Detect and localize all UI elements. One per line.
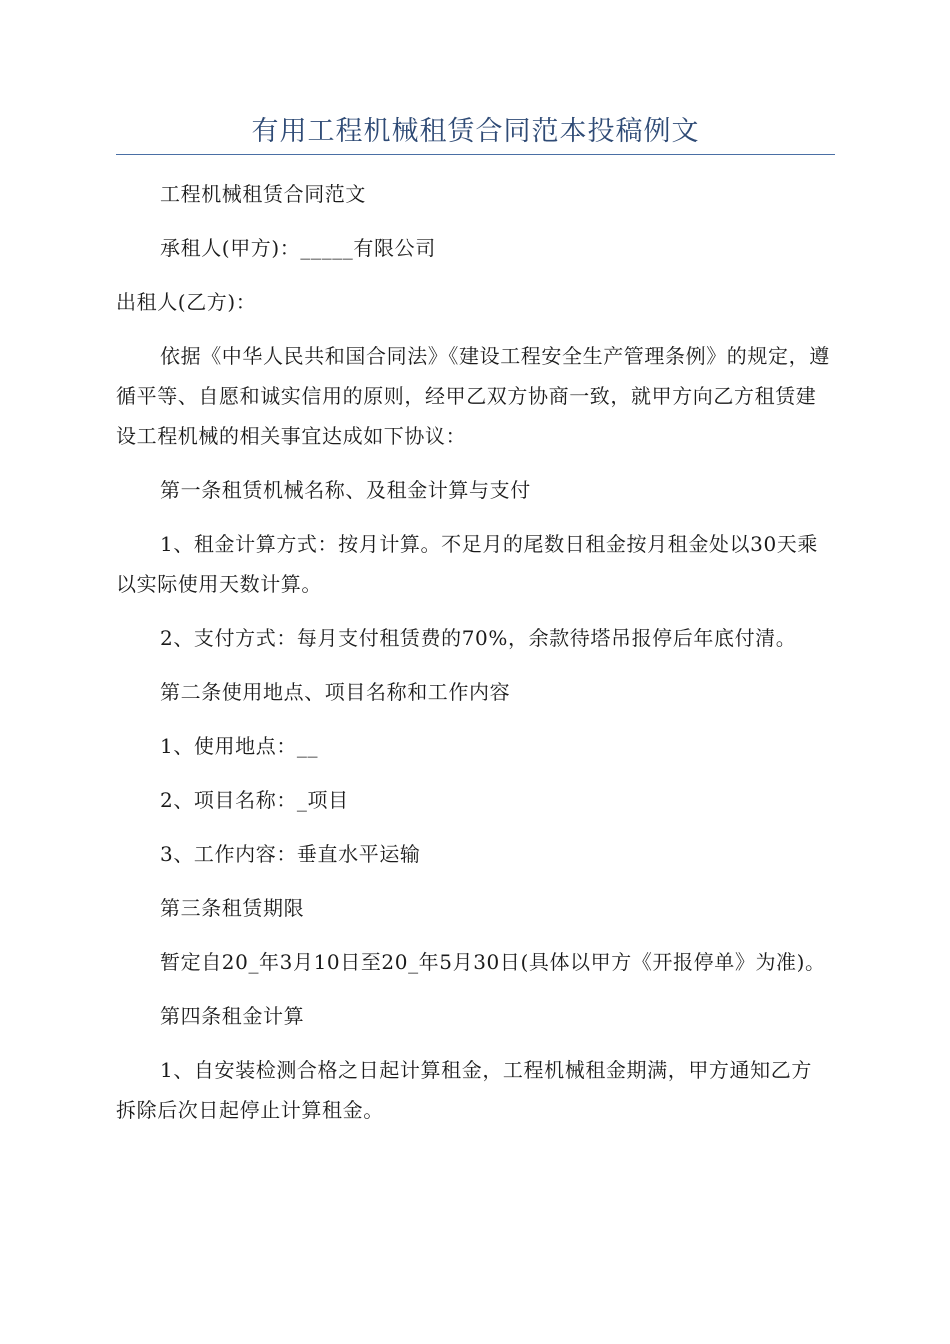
article-3-text: 暂定自20_年3月10日至20_年5月30日(具体以甲方《开报停单》为准)。 [160, 950, 826, 974]
article-3-heading: 第三条租赁期限 [160, 896, 305, 920]
article-4-heading: 第四条租金计算 [160, 1004, 305, 1028]
article-1-heading: 第一条租赁机械名称、及租金计算与支付 [160, 478, 531, 502]
paragraph-lessor: 出租人(乙方)： [116, 290, 257, 314]
document-title: 有用工程机械租赁合同范本投稿例文 [251, 116, 700, 147]
paragraph-subtitle: 工程机械租赁合同范文 [160, 182, 366, 206]
article-2-heading: 第二条使用地点、项目名称和工作内容 [160, 680, 511, 704]
article-2-item-2: 2、项目名称：_项目 [160, 788, 349, 812]
article-2-item-3: 3、工作内容：垂直水平运输 [160, 842, 421, 866]
document-body [116, 174, 832, 1130]
article-4-item-1: 1、自安装检测合格之日起计算租金，工程机械租金期满，甲方通知乙方拆除后次日起停止计算租金。 [116, 1058, 812, 1122]
article-1-item-2: 2、支付方式：每月支付租赁费的70%，余款待塔吊报停后年底付清。 [160, 626, 797, 650]
title-underline [116, 154, 835, 155]
paragraph-lessee: 承租人(甲方)：_____有限公司 [160, 236, 436, 260]
paragraph-preamble: 依据《中华人民共和国合同法》《建设工程安全生产管理条例》的规定，遵循平等、自愿和诚实信用的原则，经甲乙双方协商一致，就甲方向乙方租赁建设工程机械的相关事宜达成如下协议： [116, 344, 830, 448]
article-1-item-1: 1、租金计算方式：按月计算。不足月的尾数日租金按月租金处以30天乘以实际使用天数计算。 [116, 532, 818, 596]
article-2-item-1: 1、使用地点：__ [160, 734, 319, 758]
